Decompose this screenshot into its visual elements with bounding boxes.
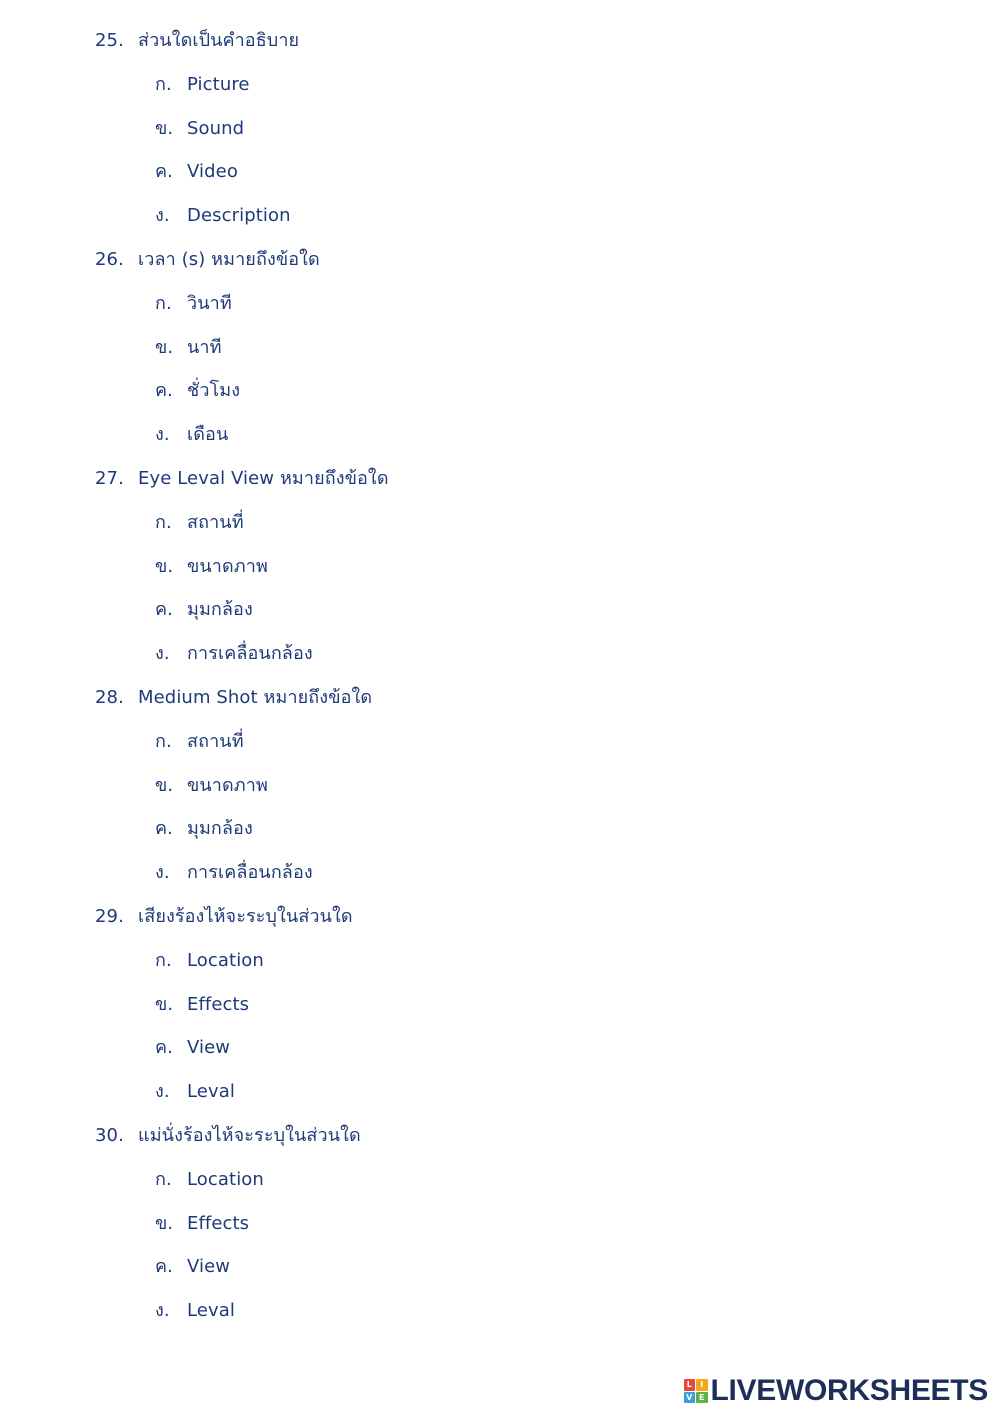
choice-text: นาที (187, 336, 222, 358)
choice-text: มุมกล้อง (187, 818, 253, 840)
choice-key: ค. (155, 380, 173, 402)
choice-text: ขนาดภาพ (187, 774, 268, 796)
logo-text: LIVEWORKSHEETS (710, 1374, 988, 1407)
choice-text: Leval (187, 1081, 235, 1103)
choice-key: ง. (155, 205, 170, 227)
question-text: ส่วนใดเป็นคำอธิบาย (138, 30, 300, 51)
question-number: 29. (95, 906, 124, 927)
choice-text: View (187, 1037, 231, 1059)
choice-key: ง. (155, 424, 170, 446)
choice-text: เดือน (187, 424, 229, 446)
choice-text: Effects (187, 1212, 250, 1234)
choice-text: สถานที่ (187, 730, 244, 752)
choice-key: ค. (155, 818, 173, 840)
choice-text: วินาที (187, 292, 232, 314)
question-number: 25. (95, 30, 124, 51)
question-text: แม่นั่งร้องไห้จะระบุในส่วนใด (138, 1125, 361, 1146)
choice-text: Leval (187, 1300, 235, 1322)
choice-key: ก. (155, 511, 172, 533)
choice-text: Video (187, 161, 238, 183)
choice-text: ชั่วโมง (187, 380, 241, 402)
choice-key: ก. (155, 292, 172, 314)
question-number: 30. (95, 1125, 124, 1146)
choice-text: มุมกล้อง (187, 599, 253, 621)
choice-key: ข. (155, 774, 174, 796)
question-text: Eye Leval View หมายถึงข้อใด (138, 468, 389, 489)
choice-text: View (187, 1256, 231, 1278)
choice-key: ค. (155, 161, 173, 183)
choice-key: ง. (155, 643, 170, 665)
question-text: เวลา (s) หมายถึงข้อใด (138, 249, 320, 270)
choice-text: Description (187, 205, 291, 227)
choice-key: ง. (155, 862, 170, 884)
question-number: 26. (95, 249, 124, 270)
question-number: 28. (95, 687, 124, 708)
choice-key: ง. (155, 1300, 170, 1322)
question-number: 27. (95, 468, 124, 489)
choice-key: ข. (155, 555, 174, 577)
choice-key: ค. (155, 599, 173, 621)
choice-key: ค. (155, 1037, 173, 1059)
logo-mark-tile: I (696, 1379, 708, 1391)
choice-key: ก. (155, 1168, 172, 1190)
question-text: เสียงร้องไห้จะระบุในส่วนใด (138, 906, 353, 927)
choice-key: ข. (155, 336, 174, 358)
choice-text: Effects (187, 993, 250, 1015)
logo-mark-tile: E (696, 1392, 708, 1404)
choice-text: Sound (187, 117, 245, 139)
choice-text: Location (187, 1168, 264, 1190)
liveworksheets-logo (684, 1374, 989, 1408)
choice-text: สถานที่ (187, 511, 244, 533)
choice-text: การเคลื่อนกล้อง (187, 643, 313, 665)
choice-key: ค. (155, 1256, 173, 1278)
choice-text: การเคลื่อนกล้อง (187, 862, 313, 884)
liveworksheets-logo-mark-icon (684, 1379, 708, 1403)
logo-mark-tile: V (684, 1392, 696, 1404)
choice-key: ข. (155, 117, 174, 139)
choice-key: ง. (155, 1081, 170, 1103)
choice-text: ขนาดภาพ (187, 555, 268, 577)
question-text: Medium Shot หมายถึงข้อใด (138, 687, 373, 708)
choice-key: ก. (155, 730, 172, 752)
logo-mark-tile: L (684, 1379, 696, 1391)
choice-text: Location (187, 949, 264, 971)
choice-key: ก. (155, 73, 172, 95)
choice-key: ข. (155, 993, 174, 1015)
choice-text: Picture (187, 73, 250, 95)
choice-key: ก. (155, 949, 172, 971)
choice-key: ข. (155, 1212, 174, 1234)
